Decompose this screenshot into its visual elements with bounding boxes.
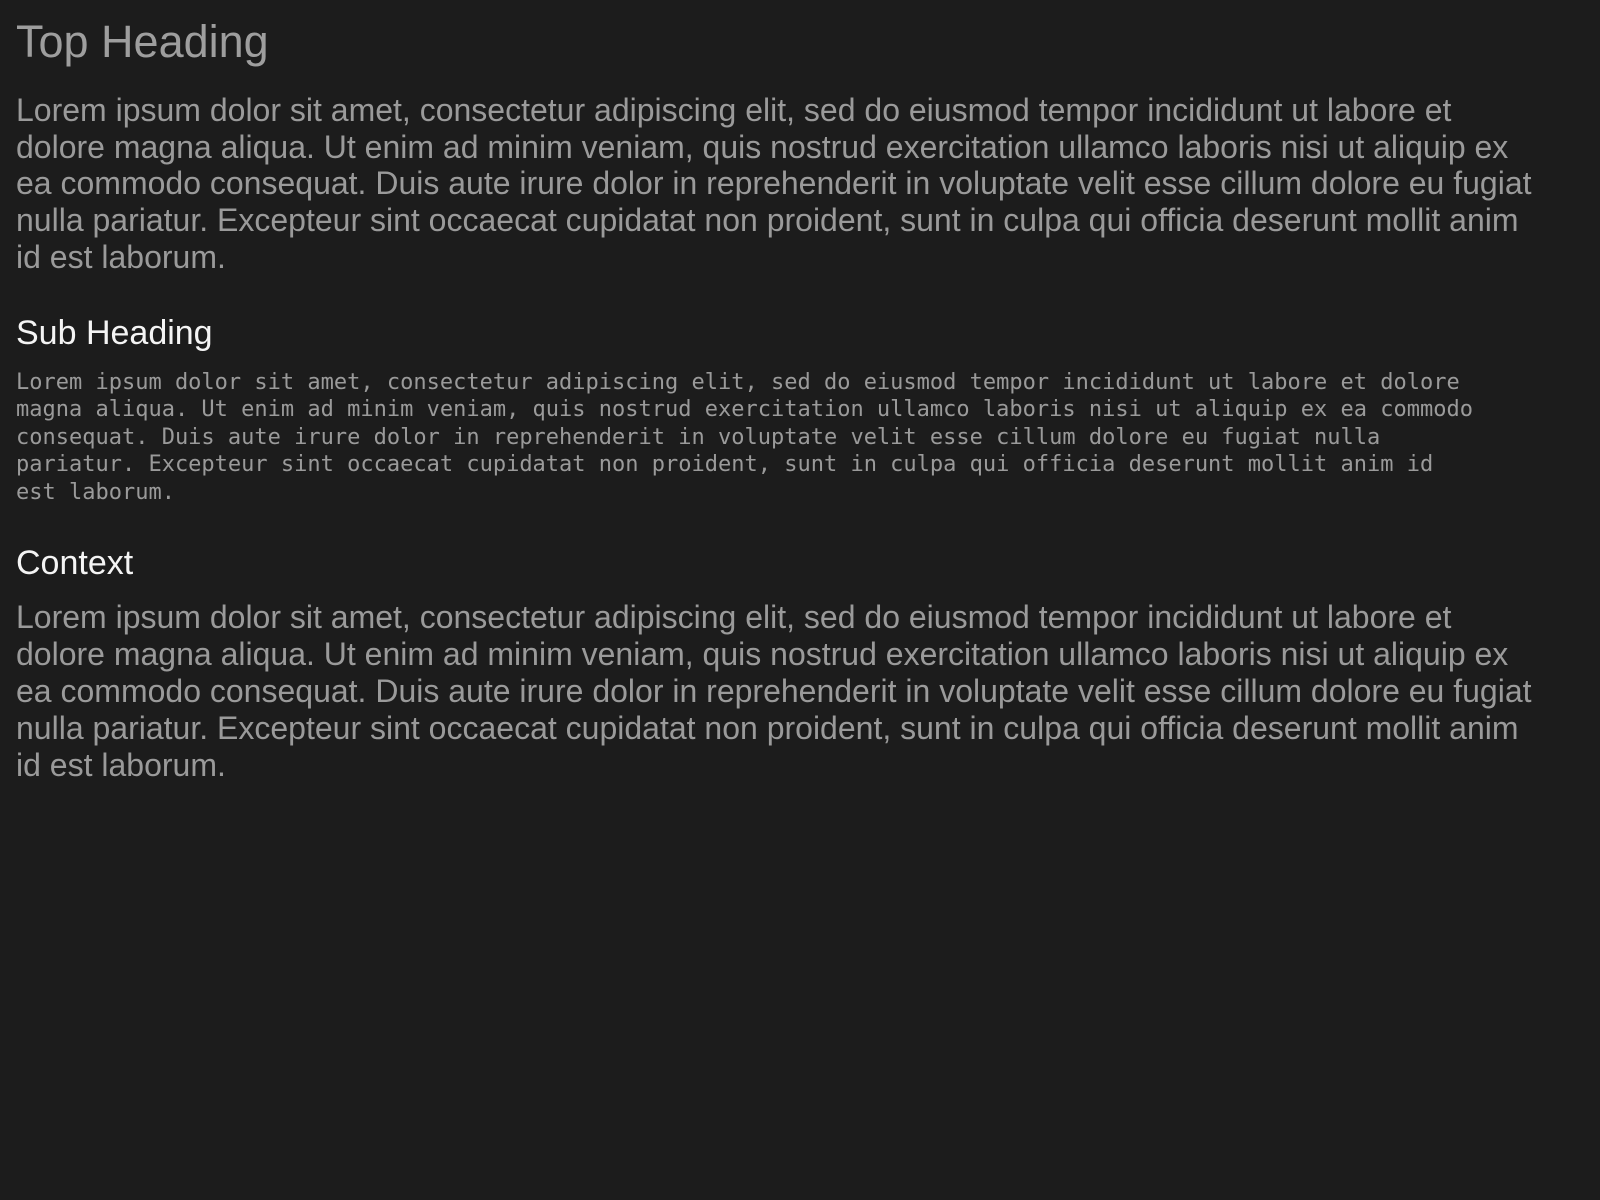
- document-body: [16, 16, 1584, 783]
- sub-heading: Sub Heading: [16, 313, 213, 352]
- section-top: [16, 16, 1584, 276]
- sub-paragraph: Lorem ipsum dolor sit amet, consectetur adipiscing elit, sed do eiusmod tempor incididunt ut labore et dolore magna aliqua. Ut enim ad minim veniam, quis nostrud exercitation ullamco laboris nisi ut aliquip ex ea commodo consequat. Duis aute irure dolor in reprehenderit in voluptate velit esse cillum dolore eu fugiat nulla pariatur. Excepteur sint occaecat cupidatat non proident, sunt in culpa qui officia deserunt mollit anim id est laborum.: [16, 369, 1473, 505]
- section-sub: [16, 314, 1584, 507]
- context-paragraph: Lorem ipsum dolor sit amet, consectetur adipiscing elit, sed do eiusmod tempor incididunt ut labore et dolore magna aliqua. Ut enim ad minim veniam, quis nostrud exercitation ullamco laboris nisi ut aliquip ex ea commodo consequat. Duis aute irure dolor in reprehenderit in voluptate velit esse cillum dolore eu fugiat nulla pariatur. Excepteur sint occaecat cupidatat non proident, sunt in culpa qui officia deserunt mollit anim id est laborum.: [16, 599, 1532, 783]
- context-heading: Context: [16, 544, 134, 583]
- top-paragraph: Lorem ipsum dolor sit amet, consectetur adipiscing elit, sed do eiusmod tempor incididunt ut labore et dolore magna aliqua. Ut enim ad minim veniam, quis nostrud exercitation ullamco laboris nisi ut aliquip ex ea commodo consequat. Duis aute irure dolor in reprehenderit in voluptate velit esse cillum dolore eu fugiat nulla pariatur. Excepteur sint occaecat cupidatat non proident, sunt in culpa qui officia deserunt mollit anim id est laborum.: [16, 91, 1532, 275]
- top-heading: Top Heading: [16, 16, 269, 67]
- section-context: [16, 544, 1584, 783]
